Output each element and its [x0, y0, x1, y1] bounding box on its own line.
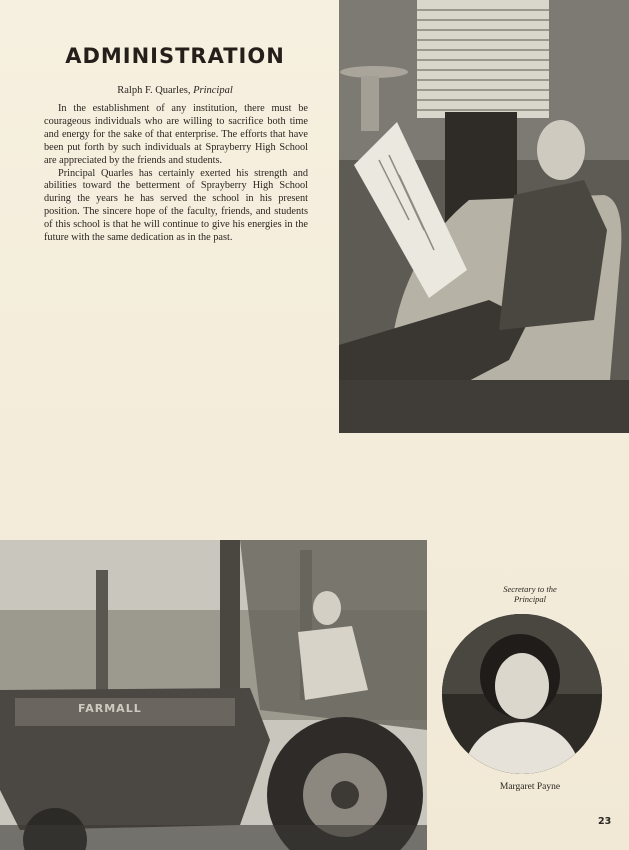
article-paragraph: In the establishment of any institution, there must be courageous individuals who are willing to sacrifice both time and energy for the sake of that enterprise. The efforts that have been put forth by such individuals at Sprayberry High School are appreciated by the friends and students. — [44, 103, 308, 166]
article-paragraph: Principal Quarles has certainly exerted his strength and abilities toward the betterment of Sprayberry High School during the years he has served the school in his present position. The sincere hope of the faculty, friends, and students of this school is that he will continue to give his energies in the future with the same dedication as in the past. — [44, 167, 308, 244]
principal-reading-photo — [339, 0, 629, 433]
principal-name: Ralph F. Quarles, — [117, 85, 191, 96]
page-number: 23 — [598, 816, 612, 827]
secretary-caption-line1: Secretary to the — [503, 584, 557, 594]
article-body — [44, 103, 308, 245]
page-title: ADMINISTRATION — [65, 44, 285, 68]
secretary-caption-line2: Principal — [513, 594, 547, 604]
principal-tractor-photo — [0, 540, 427, 850]
secretary-portrait — [442, 614, 602, 774]
tractor-brand-label: FARMALL — [78, 702, 142, 715]
secretary-name: Margaret Payne — [499, 782, 561, 792]
principal-role: Principal — [193, 85, 233, 96]
principal-byline — [40, 85, 310, 96]
secretary-caption — [465, 584, 595, 604]
